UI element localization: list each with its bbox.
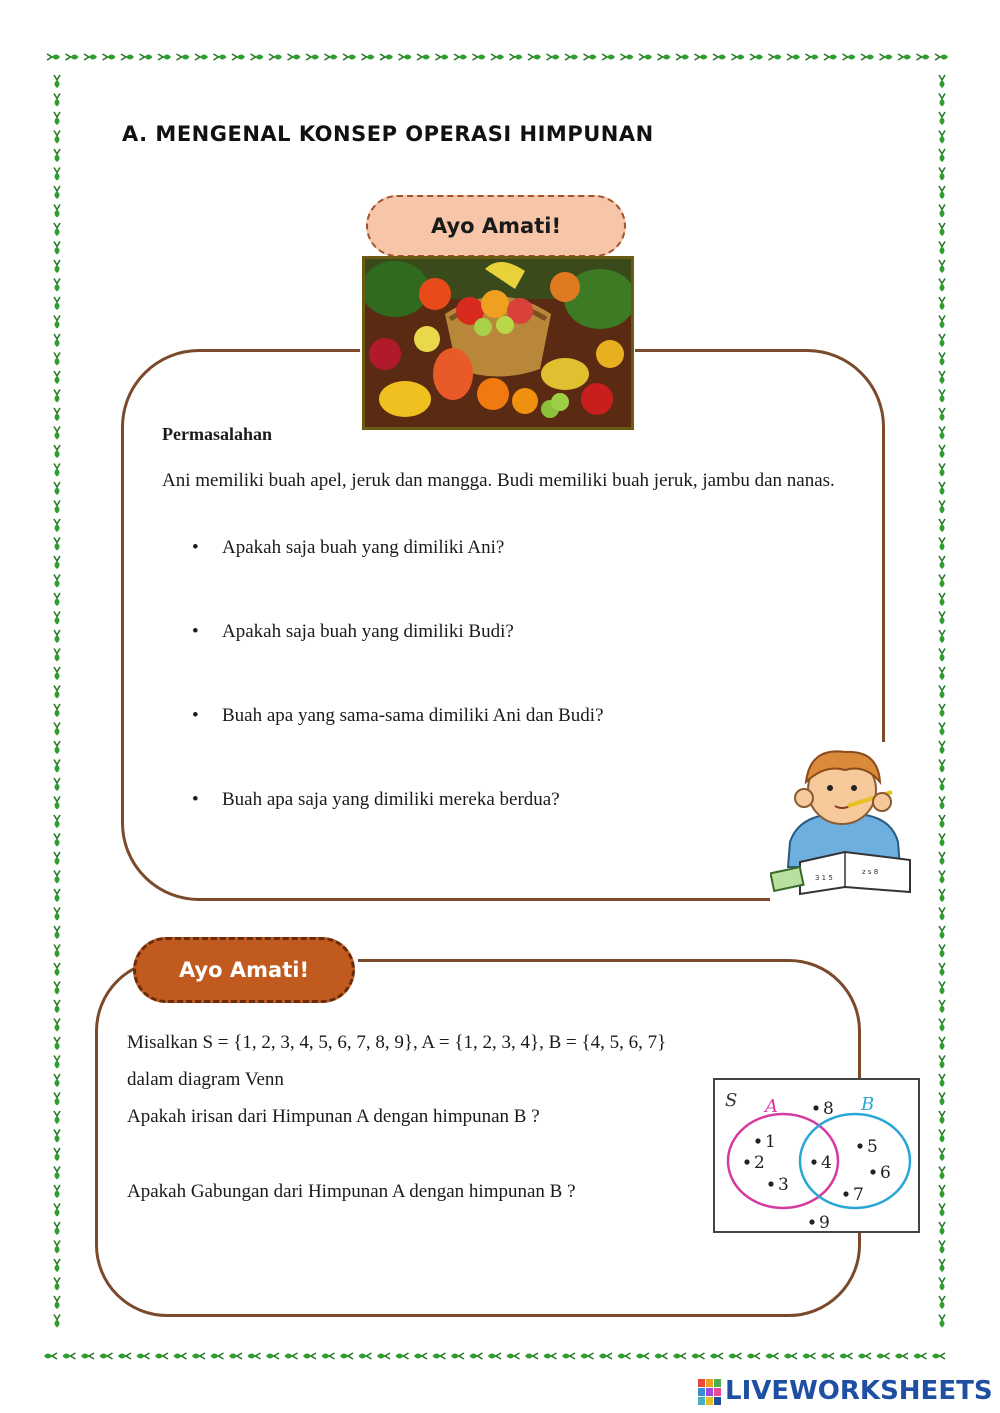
leaf-vine-icon (54, 408, 60, 421)
element-3: 3 (778, 1175, 789, 1195)
leaf-vine-icon (939, 926, 945, 939)
leaf-vine-icon (939, 223, 945, 236)
leaf-vine-icon (433, 1353, 446, 1359)
leaf-vine-icon (54, 1185, 60, 1198)
leaf-vine-icon (939, 1278, 945, 1291)
leaf-vine-icon (939, 575, 945, 588)
leaf-vine-icon (939, 612, 945, 625)
leaf-vine-icon (54, 1093, 60, 1106)
leaf-vine-icon (939, 131, 945, 144)
leaf-vine-icon (939, 205, 945, 218)
leaf-vine-icon (54, 1000, 60, 1013)
leaf-vine-icon (939, 186, 945, 199)
leaf-vine-icon (54, 945, 60, 958)
leaf-vine-icon (565, 54, 578, 60)
leaf-vine-icon (939, 1241, 945, 1254)
leaf-vine-icon (54, 501, 60, 514)
leaf-vine-icon (673, 1353, 686, 1359)
leaf-vine-icon (939, 1000, 945, 1013)
leaf-vine-icon (54, 1167, 60, 1180)
leaf-vine-icon (414, 1353, 427, 1359)
leaf-vine-icon (417, 54, 430, 60)
leaf-vine-icon (713, 54, 726, 60)
leaf-vine-icon (939, 815, 945, 828)
leaf-vine-icon (547, 54, 560, 60)
element-9: 9 (819, 1213, 830, 1233)
leaf-vine-icon (939, 1148, 945, 1161)
leaf-vine-icon (54, 1148, 60, 1161)
liveworksheets-logo (697, 1376, 997, 1410)
leaf-vine-icon (399, 54, 412, 60)
leaf-vine-icon (54, 1259, 60, 1272)
leaf-vine-icon (54, 1111, 60, 1124)
leaf-vine-icon (54, 168, 60, 181)
liveworksheets-wordmark: LIVEWORKSHEETS (725, 1376, 993, 1406)
problem-statement: Ani memiliki buah apel, jeruk dan mangga. Budi memiliki buah jeruk, jambu dan nanas. (162, 470, 835, 491)
leaf-vine-icon (939, 408, 945, 421)
leaf-vine-icon (639, 54, 652, 60)
leaf-vine-icon (54, 704, 60, 717)
leaf-vine-icon (939, 242, 945, 255)
leaf-vine-icon (528, 54, 541, 60)
leaf-vine-icon (939, 1167, 945, 1180)
leaf-vine-icon (939, 427, 945, 440)
leaf-vine-icon (54, 242, 60, 255)
leaf-vine-icon (195, 54, 208, 60)
leaf-vine-icon (732, 54, 745, 60)
leaf-vine-icon (288, 54, 301, 60)
leaf-vine-icon (54, 131, 60, 144)
element-4: 4 (821, 1153, 832, 1173)
leaf-vine-icon (939, 482, 945, 495)
leaf-vine-icon (54, 297, 60, 310)
leaf-vine-icon (359, 1353, 372, 1359)
leaf-vine-icon (510, 54, 523, 60)
leaf-vine-icon (54, 686, 60, 699)
element-6: 6 (880, 1163, 891, 1183)
leaf-vine-icon (54, 427, 60, 440)
leaf-vine-icon (898, 54, 911, 60)
leaf-vine-icon (54, 1296, 60, 1309)
leaf-vine-icon (155, 1353, 168, 1359)
element-7: 7 (853, 1185, 864, 1205)
leaf-vine-icon (939, 852, 945, 865)
leaf-vine-icon (54, 612, 60, 625)
leaf-vine-icon (54, 908, 60, 921)
leaf-vine-icon (396, 1353, 409, 1359)
leaf-vine-icon (54, 94, 60, 107)
leaf-vine-icon (806, 54, 819, 60)
leaf-vine-icon (880, 54, 893, 60)
leaf-vine-icon (54, 593, 60, 606)
leaf-vine-icon (939, 390, 945, 403)
leaf-vine-icon (939, 667, 945, 680)
leaf-vine-icon (939, 1185, 945, 1198)
leaf-vine-icon (676, 54, 689, 60)
leaf-vine-icon (939, 260, 945, 273)
leaf-vine-icon (939, 1093, 945, 1106)
leaf-vine-icon (858, 1353, 871, 1359)
leaf-vine-icon (939, 316, 945, 329)
leaf-vine-icon (54, 260, 60, 273)
leaf-vine-icon (618, 1353, 631, 1359)
leaf-vine-icon (769, 54, 782, 60)
leaf-vine-icon (766, 1353, 779, 1359)
leaf-vine-icon (54, 75, 60, 88)
leaf-vine-icon (54, 464, 60, 477)
leaf-vine-icon (380, 54, 393, 60)
leaf-vine-icon (843, 54, 856, 60)
leaf-vine-icon (939, 556, 945, 569)
leaf-vine-icon (939, 982, 945, 995)
leaf-vine-icon (939, 1130, 945, 1143)
leaf-vine-icon (939, 112, 945, 125)
fruit-basket-image (362, 256, 634, 430)
leaf-vine-icon (939, 630, 945, 643)
leaf-vine-icon (939, 501, 945, 514)
leaf-vine-icon (54, 519, 60, 532)
leaf-vine-icon (54, 889, 60, 902)
leaf-vine-icon (100, 1353, 113, 1359)
intersection-question: Apakah irisan dari Himpunan A dengan himpunan B ? (127, 1106, 540, 1127)
leaf-vine-icon (692, 1353, 705, 1359)
leaf-vine-icon (266, 1353, 279, 1359)
leaf-vine-icon (54, 1315, 60, 1328)
leaf-vine-icon (54, 834, 60, 847)
leaf-vine-icon (939, 908, 945, 921)
leaf-vine-icon (54, 575, 60, 588)
element-2: 2 (754, 1153, 765, 1173)
leaf-vine-icon (54, 963, 60, 976)
leaf-vine-icon (939, 519, 945, 532)
leaf-vine-icon (54, 279, 60, 292)
leaf-vine-icon (248, 1353, 261, 1359)
leaf-vine-icon (939, 371, 945, 384)
leaf-vine-icon (939, 1111, 945, 1124)
leaf-vine-icon (939, 723, 945, 736)
leaf-vine-icon (174, 1353, 187, 1359)
question-2-text: Apakah saja buah yang dimiliki Budi? (222, 621, 514, 642)
universe-label: S (725, 1090, 738, 1111)
leaf-vine-icon (939, 75, 945, 88)
leaf-vine-icon (54, 1037, 60, 1050)
leaf-vine-icon (939, 94, 945, 107)
leaf-vine-icon (621, 54, 634, 60)
element-5: 5 (867, 1137, 878, 1157)
leaf-vine-icon (211, 1353, 224, 1359)
leaf-vine-icon (939, 1056, 945, 1069)
leaf-vine-icon (562, 1353, 575, 1359)
leaf-vine-icon (44, 1353, 57, 1359)
leaf-vine-icon (54, 1278, 60, 1291)
leaf-vine-icon (54, 316, 60, 329)
leaf-vine-icon (939, 704, 945, 717)
leaf-vine-icon (54, 723, 60, 736)
leaf-vine-icon (54, 649, 60, 662)
leaf-vine-icon (939, 889, 945, 902)
section-title: A. MENGENAL KONSEP OPERASI HIMPUNAN (122, 122, 654, 146)
problem-heading: Permasalahan (162, 424, 272, 444)
leaf-vine-icon (784, 1353, 797, 1359)
svg-text:3 1 5: 3 1 5 (815, 874, 833, 882)
leaf-vine-icon (192, 1353, 205, 1359)
ayo-amati-badge-1: Ayo Amati! (366, 195, 626, 257)
leaf-vine-icon (54, 630, 60, 643)
leaf-vine-icon (861, 54, 874, 60)
leaf-vine-icon (251, 54, 264, 60)
leaf-vine-icon (54, 112, 60, 125)
leaf-vine-icon (325, 54, 338, 60)
leaf-vine-icon (939, 778, 945, 791)
leaf-vine-icon (303, 1353, 316, 1359)
leaf-vine-icon (54, 1056, 60, 1069)
leaf-vine-icon (939, 1037, 945, 1050)
leaf-vine-icon (840, 1353, 853, 1359)
leaf-vine-icon (285, 1353, 298, 1359)
leaf-vine-icon (939, 1315, 945, 1328)
leaf-vine-icon (54, 797, 60, 810)
leaf-vine-icon (939, 1204, 945, 1217)
leaf-vine-icon (787, 54, 800, 60)
leaf-vine-icon (362, 54, 375, 60)
leaf-vine-icon (103, 54, 116, 60)
element-8: 8 (823, 1099, 834, 1119)
leaf-vine-icon (939, 1296, 945, 1309)
leaf-vine-icon (54, 186, 60, 199)
leaf-vine-icon (939, 686, 945, 699)
leaf-vine-icon (54, 852, 60, 865)
leaf-vine-icon (488, 1353, 501, 1359)
leaf-vine-icon (54, 556, 60, 569)
leaf-vine-icon (54, 538, 60, 551)
leaf-vine-icon (939, 834, 945, 847)
leaf-vine-icon (525, 1353, 538, 1359)
leaf-vine-icon (710, 1353, 723, 1359)
leaf-vine-icon (54, 741, 60, 754)
leaf-vine-icon (377, 1353, 390, 1359)
leaf-vine-icon (84, 54, 97, 60)
leaf-vine-icon (803, 1353, 816, 1359)
leaf-vine-icon (54, 982, 60, 995)
leaf-vine-icon (821, 1353, 834, 1359)
leaf-vine-icon (939, 334, 945, 347)
leaf-vine-icon (636, 1353, 649, 1359)
leaf-vine-icon (581, 1353, 594, 1359)
leaf-vine-icon (658, 54, 671, 60)
leaf-vine-icon (54, 1222, 60, 1235)
set-a-label: A (765, 1096, 778, 1117)
leaf-vine-icon (939, 1222, 945, 1235)
leaf-vine-icon (747, 1353, 760, 1359)
leaf-vine-icon (824, 54, 837, 60)
leaf-vine-icon (54, 1074, 60, 1087)
leaf-vine-icon (214, 54, 227, 60)
leaf-vine-icon (63, 1353, 76, 1359)
question-1-text: Apakah saja buah yang dimiliki Ani? (222, 537, 505, 558)
leaf-vine-icon (939, 649, 945, 662)
leaf-vine-icon (54, 815, 60, 828)
leaf-vine-icon (54, 926, 60, 939)
leaf-vine-icon (306, 54, 319, 60)
leaf-vine-icon (54, 205, 60, 218)
leaf-vine-icon (939, 353, 945, 366)
leaf-vine-icon (939, 797, 945, 810)
leaf-vine-icon (340, 1353, 353, 1359)
leaf-vine-icon (140, 54, 153, 60)
leaf-vine-icon (917, 54, 930, 60)
leaf-vine-icon (473, 54, 486, 60)
union-question: Apakah Gabungan dari Himpunan A dengan himpunan B ? (127, 1181, 576, 1202)
leaf-vine-icon (118, 1353, 131, 1359)
liveworksheets-mark-icon (697, 1378, 723, 1408)
leaf-vine-icon (939, 464, 945, 477)
leaf-vine-icon (695, 54, 708, 60)
leaf-vine-icon (939, 963, 945, 976)
svg-text:z s 8: z s 8 (862, 868, 879, 876)
leaf-vine-icon (939, 871, 945, 884)
leaf-vine-icon (939, 445, 945, 458)
leaf-vine-icon (177, 54, 190, 60)
leaf-vine-icon (54, 1019, 60, 1032)
leaf-vine-icon (939, 149, 945, 162)
leaf-vine-icon (544, 1353, 557, 1359)
leaf-vine-icon (939, 297, 945, 310)
leaf-vine-icon (54, 223, 60, 236)
leaf-vine-icon (895, 1353, 908, 1359)
leaf-vine-icon (436, 54, 449, 60)
leaf-vine-icon (158, 54, 171, 60)
ayo-amati-badge-2: Ayo Amati! (133, 937, 355, 1003)
leaf-vine-icon (935, 54, 948, 60)
leaf-vine-icon (584, 54, 597, 60)
leaf-vine-icon (322, 1353, 335, 1359)
leaf-vine-icon (232, 54, 245, 60)
leaf-vine-icon (454, 54, 467, 60)
leaf-vine-icon (54, 871, 60, 884)
venn-diagram (713, 1078, 920, 1233)
thinking-boy-illustration (770, 742, 920, 902)
leaf-vine-icon (491, 54, 504, 60)
leaf-vine-icon (121, 54, 134, 60)
leaf-vine-icon (54, 149, 60, 162)
leaf-vine-icon (939, 1019, 945, 1032)
leaf-vine-icon (939, 945, 945, 958)
leaf-vine-icon (939, 1074, 945, 1087)
leaf-vine-icon (269, 54, 282, 60)
leaf-vine-icon (54, 445, 60, 458)
leaf-vine-icon (137, 1353, 150, 1359)
leaf-vine-icon (939, 538, 945, 551)
leaf-vine-icon (54, 760, 60, 773)
leaf-vine-icon (54, 1241, 60, 1254)
leaf-vine-icon (655, 1353, 668, 1359)
set-b-label: B (861, 1094, 875, 1115)
element-1: 1 (765, 1132, 776, 1152)
question-3-text: Buah apa yang sama-sama dimiliki Ani dan Budi? (222, 705, 604, 726)
leaf-vine-icon (939, 741, 945, 754)
set-definition: Misalkan S = {1, 2, 3, 4, 5, 6, 7, 8, 9}, A = {1, 2, 3, 4}, B = {4, 5, 6, 7} (127, 1032, 667, 1053)
leaf-vine-icon (932, 1353, 945, 1359)
leaf-vine-icon (939, 1259, 945, 1272)
leaf-vine-icon (54, 334, 60, 347)
leaf-vine-icon (54, 1130, 60, 1143)
leaf-vine-icon (602, 54, 615, 60)
leaf-vine-icon (599, 1353, 612, 1359)
leaf-vine-icon (507, 1353, 520, 1359)
leaf-vine-icon (81, 1353, 94, 1359)
leaf-vine-icon (54, 353, 60, 366)
venn-intro: dalam diagram Venn (127, 1069, 284, 1090)
leaf-vine-icon (66, 54, 79, 60)
leaf-vine-icon (47, 54, 60, 60)
leaf-vine-icon (54, 482, 60, 495)
leaf-vine-icon (54, 778, 60, 791)
leaf-vine-icon (729, 1353, 742, 1359)
leaf-vine-icon (54, 1204, 60, 1217)
question-4-text: Buah apa saja yang dimiliki mereka berdua? (222, 789, 560, 810)
leaf-vine-icon (229, 1353, 242, 1359)
leaf-vine-icon (470, 1353, 483, 1359)
leaf-vine-icon (877, 1353, 890, 1359)
leaf-vine-icon (54, 371, 60, 384)
leaf-vine-icon (54, 667, 60, 680)
leaf-vine-icon (939, 593, 945, 606)
leaf-vine-icon (939, 168, 945, 181)
leaf-vine-icon (451, 1353, 464, 1359)
leaf-vine-icon (939, 760, 945, 773)
leaf-vine-icon (54, 390, 60, 403)
leaf-vine-icon (750, 54, 763, 60)
leaf-vine-icon (343, 54, 356, 60)
leaf-vine-icon (939, 279, 945, 292)
leaf-vine-icon (914, 1353, 927, 1359)
